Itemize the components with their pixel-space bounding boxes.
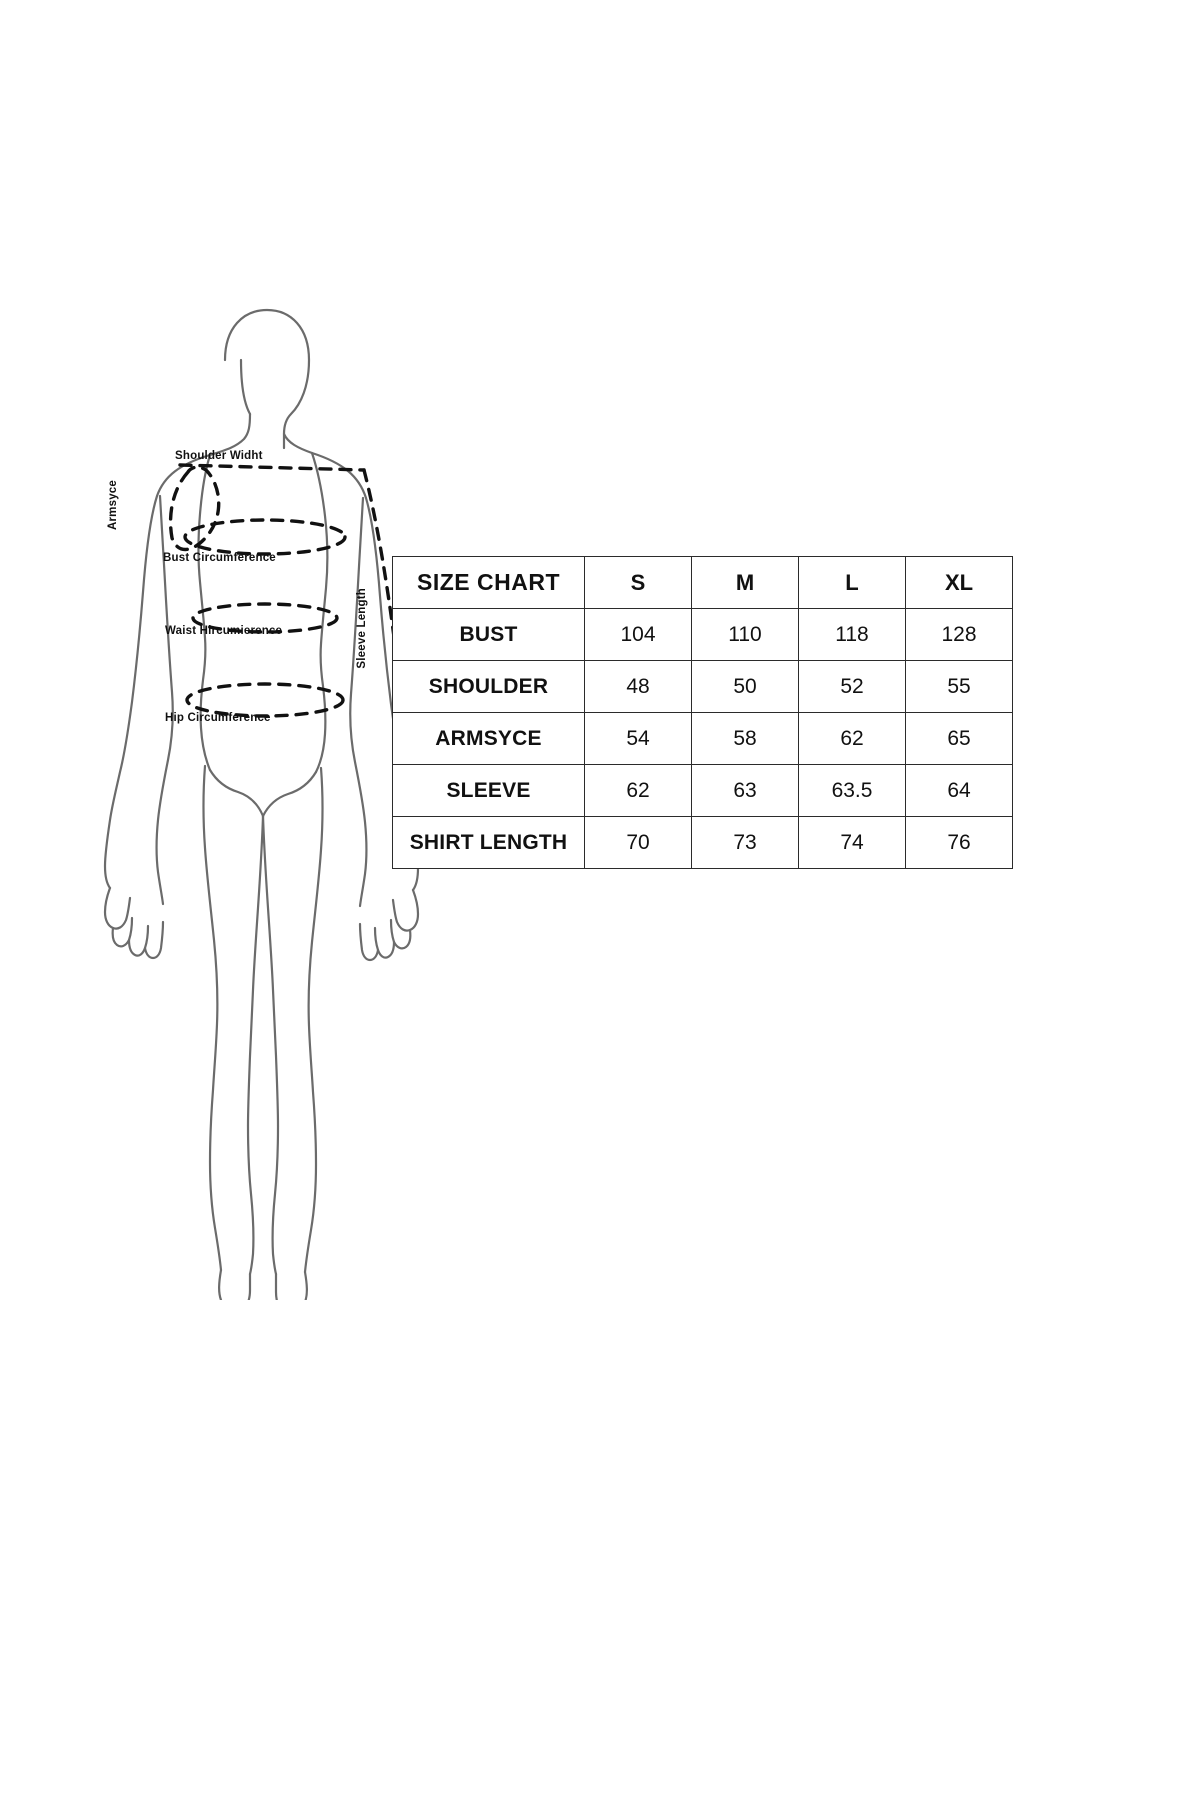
- label-hip-circumference: Hip Circumference: [165, 712, 271, 724]
- cell-armsyce-m: 58: [692, 713, 799, 765]
- cell-shoulder-m: 50: [692, 661, 799, 713]
- armsyce-marker: [171, 467, 219, 549]
- cell-sleeve-l: 63.5: [799, 765, 906, 817]
- size-chart: [392, 556, 1012, 869]
- cell-bust-xl: 128: [906, 609, 1013, 661]
- table-row: [393, 661, 1013, 713]
- cell-shoulder-s: 48: [585, 661, 692, 713]
- size-chart-title: SIZE CHART: [393, 557, 585, 609]
- table-row: [393, 713, 1013, 765]
- label-bust-circumference: Bust Circumference: [163, 552, 276, 564]
- label-armsyce: Armsyce: [107, 480, 119, 530]
- row-label-bust: BUST: [393, 609, 585, 661]
- size-chart-table: [392, 556, 1013, 869]
- row-label-armsyce: ARMSYCE: [393, 713, 585, 765]
- column-header-m: M: [692, 557, 799, 609]
- cell-shoulder-xl: 55: [906, 661, 1013, 713]
- column-header-xl: XL: [906, 557, 1013, 609]
- cell-shirt-length-m: 73: [692, 817, 799, 869]
- row-label-shirt-length: SHIRT LENGTH: [393, 817, 585, 869]
- label-sleeve-length: Sleeve Length: [356, 588, 368, 669]
- row-label-sleeve: SLEEVE: [393, 765, 585, 817]
- cell-shoulder-l: 52: [799, 661, 906, 713]
- cell-sleeve-m: 63: [692, 765, 799, 817]
- column-header-s: S: [585, 557, 692, 609]
- row-label-shoulder: SHOULDER: [393, 661, 585, 713]
- cell-sleeve-s: 62: [585, 765, 692, 817]
- table-row: [393, 765, 1013, 817]
- bust-marker: [185, 520, 345, 554]
- cell-bust-s: 104: [585, 609, 692, 661]
- table-row: [393, 817, 1013, 869]
- cell-armsyce-s: 54: [585, 713, 692, 765]
- label-shoulder-width: Shoulder Widht: [175, 450, 263, 462]
- cell-bust-m: 110: [692, 609, 799, 661]
- cell-sleeve-xl: 64: [906, 765, 1013, 817]
- cell-bust-l: 118: [799, 609, 906, 661]
- cell-armsyce-l: 62: [799, 713, 906, 765]
- cell-shirt-length-s: 70: [585, 817, 692, 869]
- cell-shirt-length-l: 74: [799, 817, 906, 869]
- column-header-l: L: [799, 557, 906, 609]
- table-header-row: [393, 557, 1013, 609]
- table-row: [393, 609, 1013, 661]
- cell-shirt-length-xl: 76: [906, 817, 1013, 869]
- cell-armsyce-xl: 65: [906, 713, 1013, 765]
- label-waist-circumference: Waist Hircumierence: [165, 625, 283, 637]
